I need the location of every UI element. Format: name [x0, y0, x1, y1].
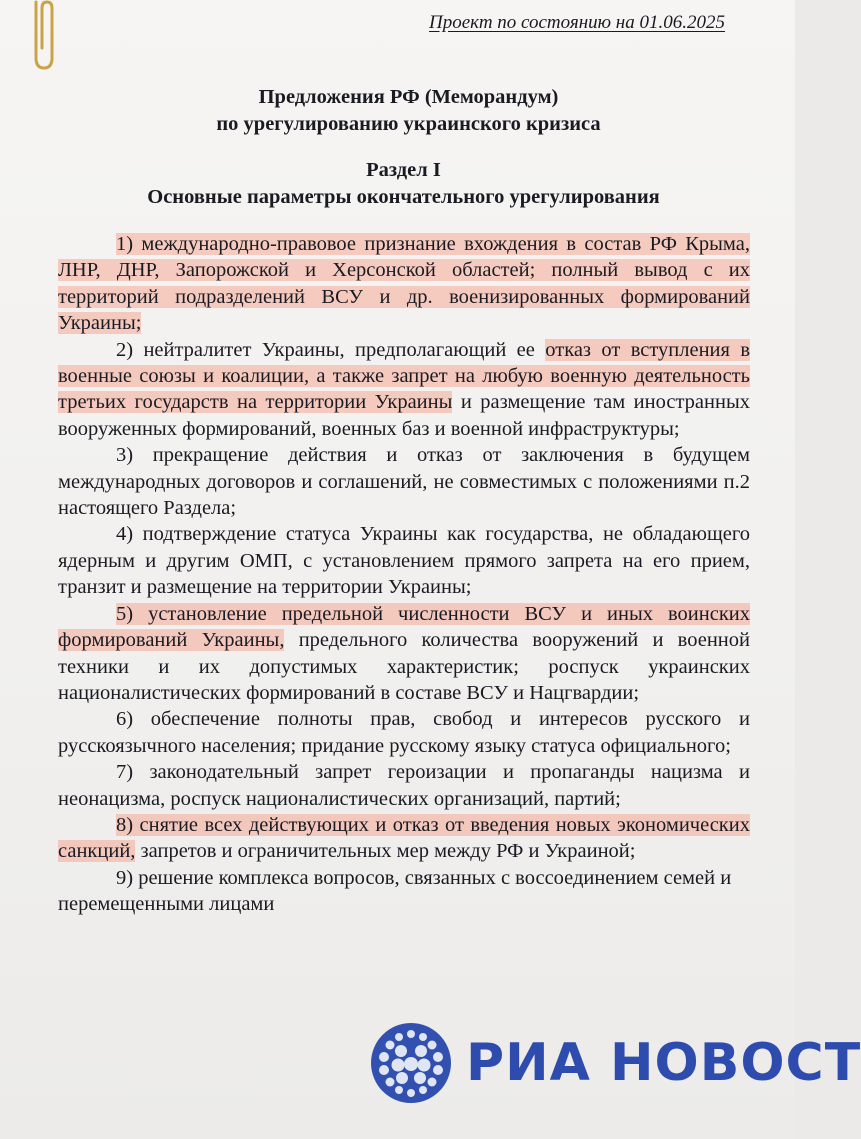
item-highlighted-text: снятие всех действующих и отказ от введения новых экономических санкций,: [58, 813, 750, 863]
item-number: 3): [116, 444, 134, 467]
list-item: [58, 231, 750, 337]
item-number: 2): [116, 338, 134, 361]
item-number: 7): [116, 761, 134, 784]
section-title: Основные параметры окончательного урегулирования: [147, 186, 660, 208]
title-line-1: Предложения РФ (Меморандум): [258, 86, 559, 108]
list-item: [58, 812, 750, 865]
list-item: [58, 865, 750, 918]
item-number: 5): [116, 602, 134, 625]
list-item: [58, 442, 750, 521]
item-highlighted-text: установление предельной численности ВСУ и иных воинских формирований Украины,: [58, 602, 750, 652]
list-item: [58, 521, 750, 600]
ria-novosti-watermark: [368, 1018, 861, 1108]
item-text: решение комплекса вопросов, связанных с воссоединением семей и перемещенными лицами: [58, 866, 732, 916]
item-text-after: запретов и ограничительных мер между РФ и Украиной;: [135, 840, 636, 863]
item-text-after: предельного количества вооружений и военной техники и их допустимых характеристик; роспуск украинских националистических формирований в составе ВСУ и Нацгвардии;: [58, 629, 750, 704]
list-item: [58, 706, 750, 759]
item-number: 1): [116, 233, 134, 255]
section-label: Раздел I: [366, 159, 441, 181]
watermark-text: РИА НОВОСТ: [466, 1033, 861, 1093]
item-text: обеспечение полноты прав, свобод и интересов русского и русскоязычного населения; придание русскому языку статуса официального;: [58, 708, 750, 757]
item-text: прекращение действия и отказ от заключения в будущем международных договоров и соглашений, не совместимых с положениями п.2 настоящего Раздела;: [58, 444, 750, 520]
item-text: законодательный запрет героизации и пропаганды нацизма и неонацизма, роспуск националистических организаций, партий;: [58, 761, 750, 810]
list-item: [58, 601, 750, 707]
item-number: 8): [116, 813, 134, 836]
item-text: подтверждение статуса Украины как государства, не обладающего ядерным и другим ОМП, с установлением прямого запрета на его прием, транзит и размещение на территории Украины;: [58, 523, 750, 599]
item-text-after: и размещение там иностранных вооруженных формирований, военных баз и военной инфраструктуры;: [58, 391, 750, 440]
item-number: 9): [116, 866, 134, 889]
item-highlighted-text: международно-правовое признание вхождения в состав РФ Крыма, ЛНР, ДНР, Запорожской и Херсонской областей; полный вывод с их территорий подразделений ВСУ и др. военизированных формирований Украины;: [58, 233, 750, 335]
document-status-line: Проект по состоянию на 01.06.2025: [429, 12, 725, 33]
list-item: [58, 759, 750, 812]
item-number: 4): [116, 523, 134, 546]
document-title: [0, 84, 795, 138]
title-line-2: по урегулированию украинского кризиса: [216, 113, 601, 135]
section-heading: [0, 157, 795, 211]
document-body: [58, 231, 750, 918]
item-number: 6): [116, 708, 134, 731]
ria-globe-icon: [368, 1020, 454, 1106]
list-item: [58, 337, 750, 443]
item-text: нейтралитет Украины, предполагающий ее: [133, 338, 546, 361]
item-highlighted-text: отказ от вступления в военные союзы и коалиции, а также запрет на любую военную деятельность третьих государств на территории Украины: [58, 338, 750, 414]
